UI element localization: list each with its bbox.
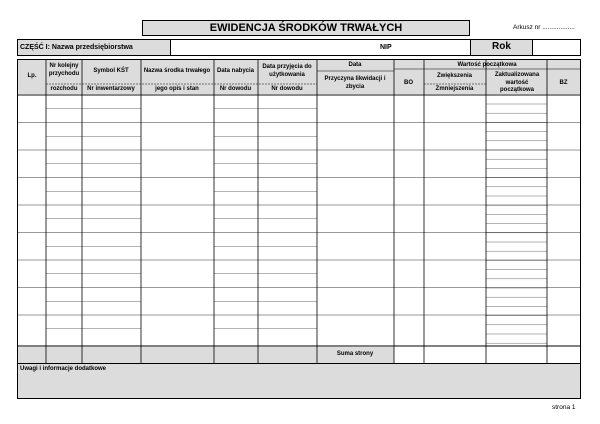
col-nr-kolejny: Nr kolejny przychodu [48, 63, 80, 77]
col-nazwa: Nazwa środka trwałego [143, 68, 211, 74]
nip-label: NIP [380, 44, 392, 51]
col-zaktualizowana: Zaktualizowana wartość początkowa [494, 72, 540, 93]
col-opis: jego opis i stan [155, 86, 199, 92]
remarks-box[interactable] [17, 363, 581, 399]
page-sum-label: Suma strony [336, 351, 374, 357]
col-nr-dowodu-2: Nr dowodu [271, 86, 303, 92]
col-data-nabycia: Data nabycia [216, 68, 255, 74]
remarks-label: Uwagi i informacje dodatkowe [20, 366, 107, 372]
col-data: Data [348, 62, 362, 68]
col-wartosc: Wartość początkowa [457, 62, 517, 68]
page-title: EWIDENCJA ŚRODKÓW TRWAŁYCH [142, 20, 470, 36]
col-bo: BO [404, 80, 413, 86]
col-zmniejszenia: Zmniejszenia [435, 86, 474, 92]
year-label: Rok [492, 41, 511, 52]
col-symbol-kst: Symbol KŚT [93, 68, 129, 74]
col-data-przyjecia: Data przyjęcia do użytkowania [262, 64, 312, 78]
company-name-label: CZĘŚĆ I: Nazwa przedsiębiorstwa [20, 44, 133, 51]
col-nr-dowodu-1: Nr dowodu [219, 86, 252, 92]
page-number: strona 1 [552, 404, 576, 411]
col-przyczyna: Przyczyna likwidacji i zbycia [324, 76, 386, 90]
sheet-number-label: Arkusz nr .................. [513, 24, 575, 31]
col-nr-inwentarzowy: Nr inwentarzowy [87, 86, 135, 92]
col-bz: BZ [559, 80, 568, 86]
col-lp: Lp. [27, 73, 37, 79]
col-zwiekszenia: Zwiększenia [436, 73, 472, 79]
col-rozchodu: rozchodu [50, 86, 78, 92]
